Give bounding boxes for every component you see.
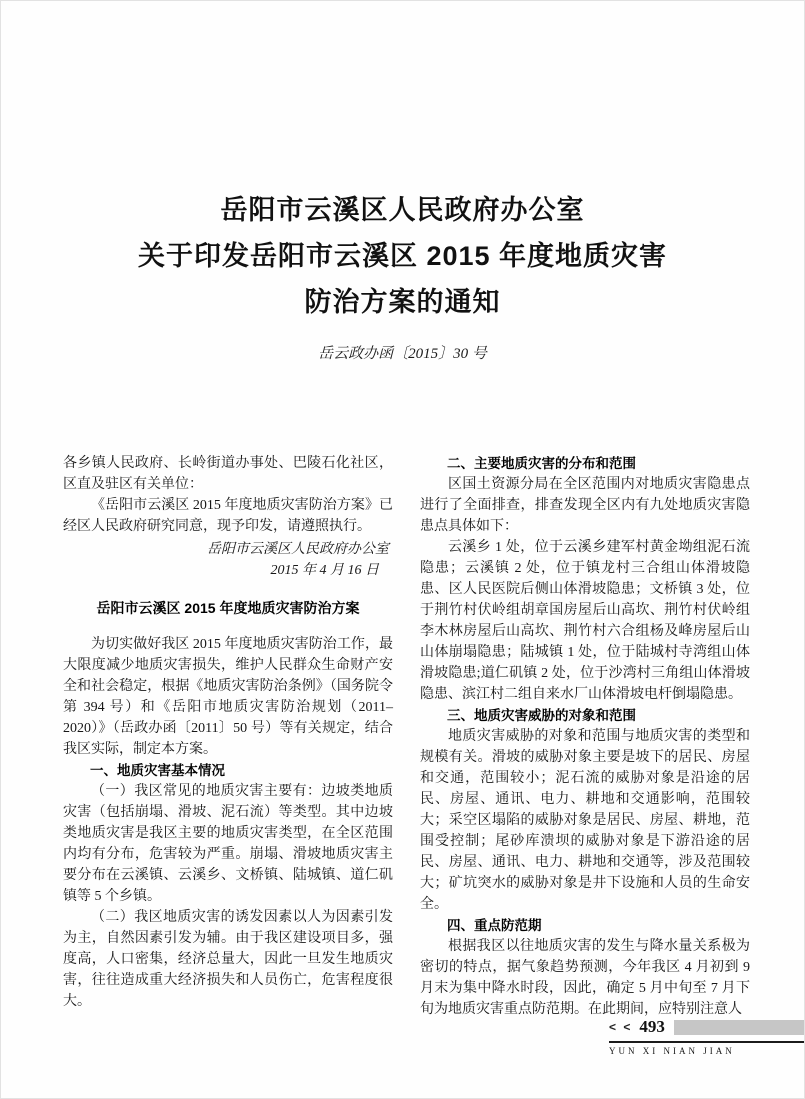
section-2-paragraph-2: 云溪乡 1 处，位于云溪乡建军村黄金坳组泥石流隐患；云溪镇 2 处，位于镇龙村三合组山体滑坡隐患、区人民医院后侧山体滑坡隐患；文桥镇 3 处，位于荆竹村伏岭组胡章国房屋后山高坎、荆竹村伏岭组李木林房屋后山高坎、荆竹村六合组杨及峰房屋后山山体崩塌隐患；陆城镇 1 处，位于陆城村寺湾组山体滑坡隐患;道仁矶镇 2 处，位于沙湾村三角组山体滑坡隐患、滨江村二组自来水厂山体滑坡电杆倒塌隐患。 [420,540,750,702]
section-1-heading: 一、地质灾害基本情况 [90,763,225,778]
intro-paragraph: 《岳阳市云溪区 2015 年度地质灾害防治方案》已经区人民政府研究同意，现予印发，请遵照执行。 [63,498,393,534]
document-number: 岳云政办函〔2015〕30 号 [318,346,487,362]
section-1-paragraph-1: （一）我区常见的地质灾害主要有：边坡类地质灾害（包括崩塌、滑坡、泥石流）等类型。其中边坡类地质灾害是我区主要的地质灾害类型，在全区范围内均有分布，危害较为严重。崩塌、滑坡地质灾害主要分布在云溪镇、云溪乡、文桥镇、陆城镇、道仁矶镇等 5 个乡镇。 [63,784,393,904]
page-footer [609,1017,804,1056]
section-3-paragraph-1: 地质灾害威胁的对象和范围与地质灾害的类型和规模有关。滑坡的威胁对象主要是坡下的居民、房屋和交通，范围较小；泥石流的威胁对象是沿途的居民、房屋、通讯、电力、耕地和交通影响，范围较大；采空区塌陷的威胁对象是居民、房屋、耕地，范围受控制；尾砂库溃坝的威胁对象是下游沿途的居民、房屋、通讯、电力、耕地和交通等，涉及范围较大；矿坑突水的威胁对象是井下设施和人员的生命安全。 [420,729,750,912]
section-2-paragraph-1: 区国土资源分局在全区范围内对地质灾害隐患点进行了全面排查，排查发现全区内有九处地质灾害隐患点具体如下： [420,477,750,534]
body-columns [63,453,750,1020]
journal-name: YUN XI NIAN JIAN [609,1046,735,1056]
page-marker-angles: < < [609,1020,633,1034]
plan-title: 岳阳市云溪区 2015 年度地质灾害防治方案 [96,600,360,616]
page-marker-row [609,1017,804,1037]
document-title-line-2: 关于印发岳阳市云溪区 2015 年度地质灾害 [137,241,668,271]
document-title [1,187,804,325]
left-column [63,453,393,1020]
right-column [420,453,750,1020]
journal-name-line [609,1041,804,1056]
salutation-paragraph: 各乡镇人民政府、长岭街道办事处、巴陵石化社区，区直及驻区有关单位： [63,456,393,492]
page-number: 493 [639,1017,665,1036]
section-4-paragraph-1: 根据我区以往地质灾害的发生与降水量关系极为密切的特点，据气象趋势预测，今年我区 4 月初到 9 月末为集中降水时段，因此，确定 5 月中旬至 7 月下旬为地质灾害重点防范期。在此期间，应特别注意人 [420,939,750,1017]
footer-gray-bar [674,1020,804,1035]
section-3-heading: 三、地质灾害威胁的对象和范围 [447,708,636,723]
section-1-paragraph-2: （二）我区地质灾害的诱发因素以人为因素引发为主，自然因素引发为辅。由于我区建设项目多，强度高，人口密集，经济总量大，因此一旦发生地质灾害，往往造成重大经济损失和人员伤亡，危害程度很大。 [63,910,393,1009]
date-line: 2015 年 4 月 16 日 [270,563,379,578]
section-4-heading: 四、重点防范期 [447,918,542,933]
signer-line: 岳阳市云溪区人民政府办公室 [207,542,389,557]
document-title-line-1: 岳阳市云溪区人民政府办公室 [220,195,585,225]
section-2-heading: 二、主要地质灾害的分布和范围 [447,456,636,471]
preamble-paragraph: 为切实做好我区 2015 年度地质灾害防治工作，最大限度减少地质灾害损失，维护人民群众生命财产安全和社会稳定，根据《地质灾害防治条例》（国务院令第 394 号）和《岳阳市地质灾害防治规划（2011–2020）》（岳政办函〔2011〕50 号）等有关规定，结合我区实际，制定本方案。 [63,637,393,757]
document-title-line-3: 防治方案的通知 [304,287,501,317]
